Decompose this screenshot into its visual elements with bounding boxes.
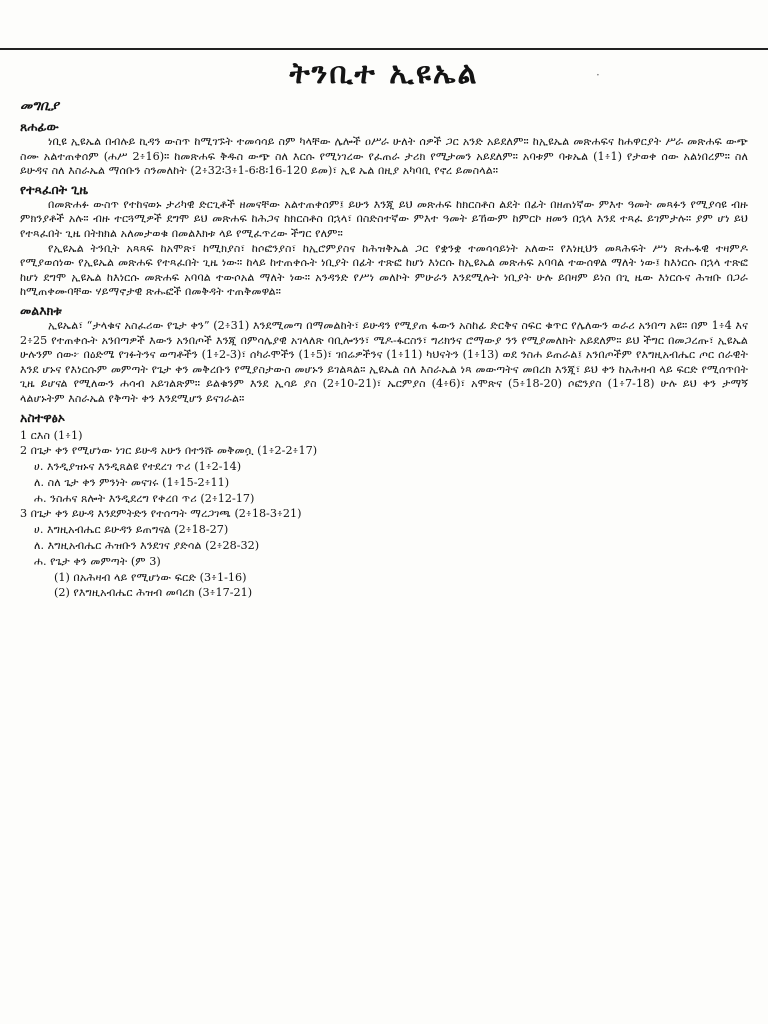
outline-item: 3 በጌታ ቀን ይሁዳ እንደምትድን የተሰጣት ማረጋገጫ (2፥18-3፥21) xyxy=(20,507,302,521)
date-heading: የተጻፈበት ጊዜ xyxy=(20,181,88,197)
top-rule xyxy=(0,48,768,50)
outline-item: ለ. እግዚአብሔር ሕዝቡን እንደገና ያድሳል (2፥28-32) xyxy=(34,539,260,553)
outline-item: (1) በአሕዛብ ላይ የሚሆነው ፍርድ (3፥1-16) xyxy=(54,570,247,584)
author-paragraph: ነቢዩ ኢዩኤል በብሉይ ኪዳን ውስጥ ከሚገኙት ተመሳሳይ ስም ካላቸው ሌሎች ዐሥራ ሁለት ሰዎች ጋር አንድ አይደለም። ከኢዩኤል መጽሐፍና ከሐዋርያት ሥራ መጽሐፍ ውጭ ስሙ አልተጠቀሰም (ሐሥ 2፥16)። ከመጽሐፍ ቅዱስ ውጭ ስለ እርሱ የሚነገረው የፈጠራ ታሪክ የሚታመን አይደለም። አባቱም ባቱኤል (1፥1) የታወቀ ሰው አልነበረም። ስለ ይሁዳና ስለ እስራኤል ማሰቡን ስንመለከት (2፥32፡3፥1-6፡8፡16-120 ይመ)፣ ኢዩ ኤል በዚያ አካባቢ የኖረ ይመስላል። xyxy=(20,135,748,178)
message-heading: መልእክቱ xyxy=(20,302,62,318)
outline-item: ለ. ስለ ጌታ ቀን ምንነት መናገሩ (1፥15-2፥11) xyxy=(34,475,230,489)
outline-item: (2) የእግዚአብሔር ሕዝብ መባረክ (3፥17-21) xyxy=(54,586,253,600)
date-paragraph-1: በመጽሐፉ ውስጥ የተከናወኑ ታሪካዊ ድርጊቶች ዘመናቸው አልተጠቀሰም፤ ይሁን እንጂ ይህ መጽሐፍ ከክርስቶስ ልደት በፊት በዘጠነኛው ምእተ ዓመት መጻፉን የሚያሳዩ ብዙ ምክንያቶች አሉ። ብዙ ተርጓሚዎች ደግሞ ይህ መጽሐፍ ከሕጋና ከክርስቶስ በኋላ፣ በስድስተኛው ምእተ ዓመት ይኸውም ከምርኮ ዘመን በኋላ እንደ ተጻፈ ይገምታሉ። ያም ሆነ ይህ የተጻፈበት ጊዜ በትክክል አለመታወቁ በመልእክቱ ላይ የሚፈጥረው ችግር የለም። xyxy=(20,197,748,240)
outline-heading: አስተዋፅኦ xyxy=(20,409,66,425)
outline-item: ሐ. የጌታ ቀን መምጣት (ም 3) xyxy=(34,554,161,568)
message-paragraph: ኢዩኤል፣ “ታላቁና አስፈሪው የጌታ ቀን” (2፥31) እንደሚመጣ በማመልከት፣ ይሁዳን የሚያጠ ፋውን አስከፊ ድርቅና ስፍር ቁጥር የሌለውን ወራሪ አንበጣ አዩ። በም 1፥4 እና 2፥25 የተጠቀሱት አንበጣዎች እውን አንበጦች እንጂ በምሳሌያዊ አገላለጽ ባቢሎንን፣ ሜዶ-ፋርስን፣ ግሪክንና ሮማውያ ንን የሚያመለክት አይደለም። ይህ ችግር በመጋረጡ፣ ኢዩኤል ሁሉንም ሰው፦ በዕድሜ የገፉትንና ወጣቶችን (1፥2-3)፣ ሰካራሞችን (1፥5)፣ ገበሬዎችንና (1፥11) ካህናትን (1፥13) ወደ ንስሐ ይጠራል፤ አንበጦችም የእግዚአብሔር ጦር ሰራዊት እንደ ሆኑና የእነርሱም መምጣት የጌታ ቀን መቅረቡን የሚያስታውስ መሆኑን ይገልጻል። ኢዩኤል ስለ እስራኤል ነጻ መውጣትና መበረክ እንጂ፣ ይህ ቀን ከአሕዛብ ላይ ፍርድ የሚሰጥበት ጊዜ ይሆናል የሚለውን ሐሳብ አይገልጽም። ይልቁንም እንደ ኢሳይ ያስ (2፥10-21)፣ ኤርምያስ (4፥6)፣ አሞጽና (5፥18-20) ሶፎንያስ (1፥7-18) ሁሉ ይህ ቀን ታማኝ ላልሆኑትም እስራኤል የቅጣት ቀን እንደሚሆን ይናገራል። xyxy=(20,318,748,405)
outline-item: ሀ. እግዚአብሔር ይሁዳን ይጠግናል (2፥18-27) xyxy=(34,523,229,537)
outline-item: ሐ. ንስሐና ጸሎት እንዲደረግ የቀረበ ጥሪ (2፥12-17) xyxy=(34,491,255,505)
page-title: ትንቢተ ኢዩኤል xyxy=(289,56,479,91)
content-body xyxy=(20,96,748,601)
intro-heading: መግቢያ xyxy=(20,98,59,114)
outline-item: 1 ርእስ (1፥1) xyxy=(20,428,83,442)
scan-speck: · xyxy=(596,68,600,82)
outline-list xyxy=(20,428,748,602)
author-heading: ጸሐፊው xyxy=(20,119,59,134)
date-paragraph-2: የኢዩኤል ትንቢት አጻጻፍ ከአሞጽ፣ ከሚክያስ፣ ከሶፎንያስ፣ ከኢሮምያስና ከሕዝቅኤል ጋር የቋንቋ ተመሳሳይነት አለው። የእነዚህን መጻሕፍት ሥነ ጽሑፋዊ ተዛምዶ የሚያወሰነው የኢዩኤል መጽሐፍ የተጻፈበት ጊዜ ነው። ከላይ ከተጠቀሱት ነቢያት በፊት ተጽፎ ከሆነ እነርሱ ከኢዩኤል መጽሐፍ አባባል ተውሰዋል ማለት ነው፤ ከእነርሱ በኋላ ተጽፎ ከሆነ ደግሞ ኢዩኤል ከእነርሱ መጽሐፍ አባባል ተውሶአል ማለት ነው። አንዳንድ የሥነ መለኮት ምሁራን እንደሚሉት ነቢያት ሁሉ ይበዛም ይነስ በጊ ዜው እነርሱና ሕዝቡ በጋራ ከሚጠቀሙባቸው ሃይማኖታዊ ጽሑፎች በመቅዳት ተጠቅመዋል። xyxy=(20,241,748,299)
outline-item: 2 በጌታ ቀን የሚሆነው ነገር ይሁዳ አሁን በተንሹ መቅመሷ (1፥2-2፥17) xyxy=(20,444,318,458)
outline-item: ሀ. እንዲያዝኑና እንዲጸልዩ የተደረገ ጥሪ (1፥2-14) xyxy=(34,460,242,474)
